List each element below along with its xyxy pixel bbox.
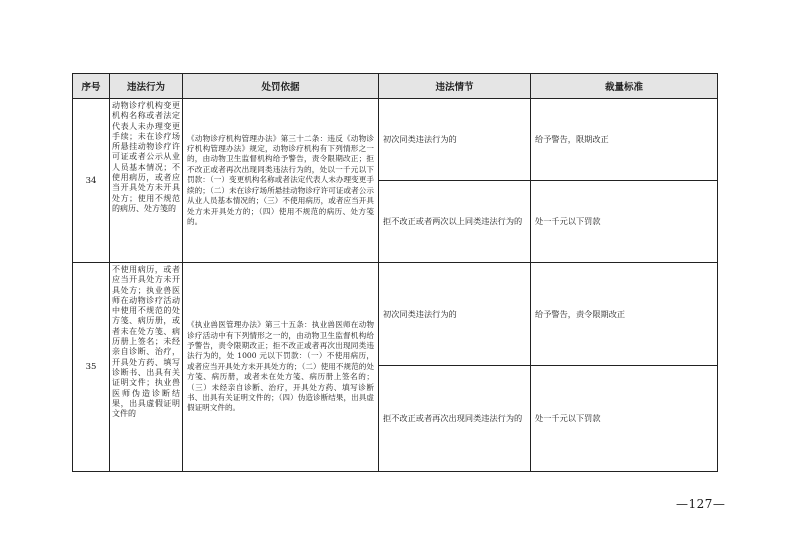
header-act: 违法行为 xyxy=(110,74,183,99)
row-circumstance: 初次同类违法行为的 xyxy=(379,263,531,366)
row-legal-basis: 《动物诊疗机构管理办法》第三十二条：违反《动物诊疗机构管理办法》规定，动物诊疗机构有下列情形之一的，由动物卫生监督机构给予警告，责令限期改正；拒不改正或者再次出现同类违法行为的，处以一千元以下罚款：（一）变更机构名称或者法定代表人未办理变更手续的；（二）未在诊疗场所悬挂动物诊疗许可证或者公示从业人员基本情况的；（三）不使用病历，或者应当开具处方未开具处方的；（四）使用不规范的病历、处方笺的。 xyxy=(183,99,379,263)
table-row xyxy=(73,99,718,181)
header-basis: 处罚依据 xyxy=(183,74,379,99)
header-standard: 裁量标准 xyxy=(531,74,718,99)
penalty-discretion-table xyxy=(72,73,718,472)
header-seq: 序号 xyxy=(73,74,110,99)
row-circumstance: 拒不改正或者两次以上同类违法行为的 xyxy=(379,181,531,263)
header-circumstance: 违法情节 xyxy=(379,74,531,99)
table-header-row xyxy=(73,74,718,99)
row-standard: 给予警告，责令限期改正 xyxy=(531,263,718,366)
row-violation: 动物诊疗机构变更机构名称或者法定代表人未办理变更手续；未在诊疗场所悬挂动物诊疗许可证或者公示从业人员基本情况；不使用病历，或者应当开具处方未开具处方；使用不规范的病历、处方笺的 xyxy=(110,99,183,263)
page-number: —127— xyxy=(676,497,726,511)
row-violation: 不使用病历，或者应当开具处方未开具处方；执业兽医师在动物诊疗活动中使用不规范的处方笺、病历册，或者未在处方笺、病历册上签名；未经亲自诊断、治疗，开具处方药、填写诊断书、出具有关证明文件；执业兽医师伪造诊断结果，出具虚假证明文件的 xyxy=(110,263,183,472)
row-seq: 35 xyxy=(73,263,110,472)
table-row xyxy=(73,263,718,366)
row-circumstance: 初次同类违法行为的 xyxy=(379,99,531,181)
row-seq: 34 xyxy=(73,99,110,263)
row-standard: 给予警告，限期改正 xyxy=(531,99,718,181)
row-standard: 处一千元以下罚款 xyxy=(531,181,718,263)
row-legal-basis: 《执业兽医管理办法》第三十五条：执业兽医师在动物诊疗活动中有下列情形之一的，由动物卫生监督机构给予警告，责令限期改正；拒不改正或者再次出现同类违法行为的，处 1000 元以下罚款：（一）不使用病历，或者应当开具处方未开具处方的；（二）使用不规范的处方笺、病历册，或者未在处方笺、病历册上签名的；（三）未经亲自诊断、治疗，开具处方药、填写诊断书、出具有关证明文件的；（四）伪造诊断结果，出具虚假证明文件的。 xyxy=(183,263,379,472)
row-standard: 处一千元以下罚款 xyxy=(531,366,718,472)
row-circumstance: 拒不改正或者再次出现同类违法行为的 xyxy=(379,366,531,472)
